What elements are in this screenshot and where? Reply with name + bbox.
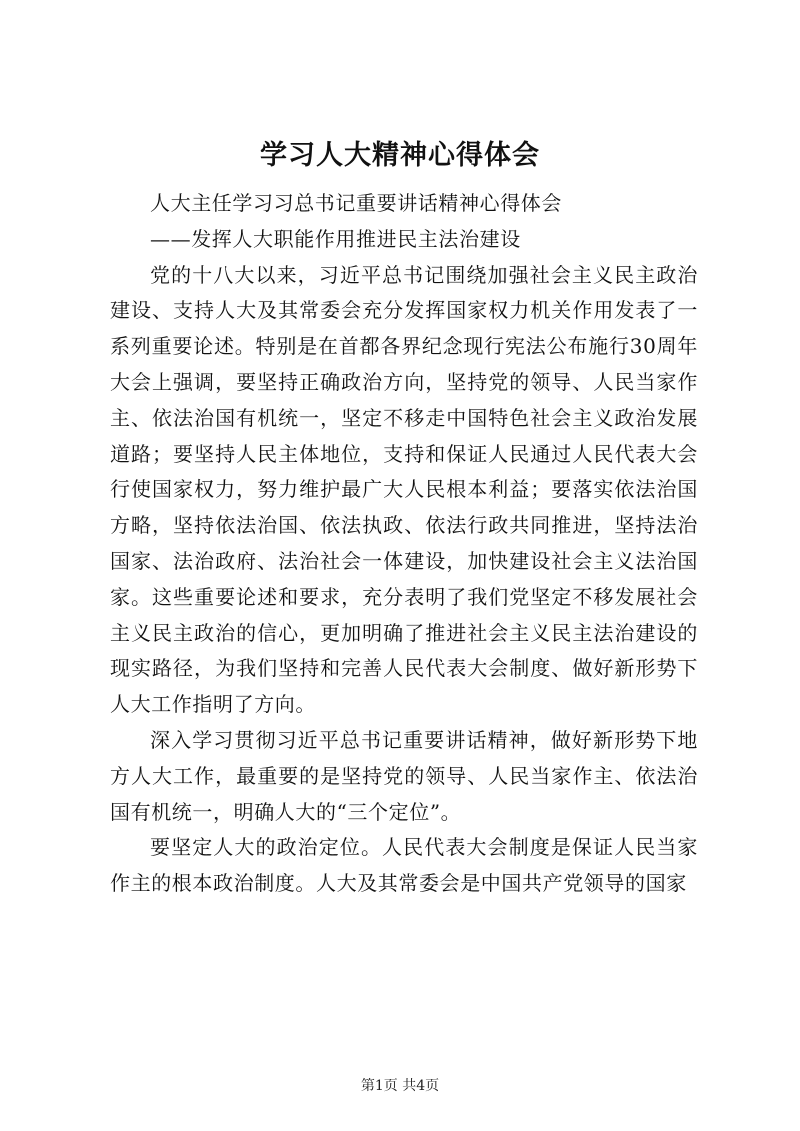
page-footer: 第1页 共4页 [360, 1078, 440, 1094]
body-paragraph: 党的十八大以来，习近平总书记围绕加强社会主义民主政治建设、支持人大及其常委会充分发挥国家权力机关作用发表了一系列重要论述。特别是在首都各界纪念现行宪法公布施行30周年大会上强调，要坚持正确政治方向，坚持党的领导、人民当家作主、依法治国有机统一，坚定不移走中国特色社会主义政治发展道路；要坚持人民主体地位，支持和保证人民通过人民代表大会行使国家权力，努力维护最广大人民根本利益；要落实依法治国方略，坚持依法治国、依法执政、依法行政共同推进，坚持法治国家、法治政府、法治社会一体建设，加快建设社会主义法治国家。这些重要论述和要求，充分表明了我们党坚定不移发展社会主义民主政治的信心，更加明确了推进社会主义民主法治建设的现实路径，为我们坚持和完善人民代表大会制度、做好新形势下人大工作指明了方向。 [110, 262, 698, 717]
document-title: 学习人大精神心得体会 [260, 140, 540, 171]
subheading-paragraph: ——发挥人大职能作用推进民主法治建设 [150, 226, 521, 251]
document-body [110, 186, 698, 902]
body-paragraph: 要坚定人大的政治定位。人民代表大会制度是保证人民当家作主的根本政治制度。人大及其常委会是中国共产党领导的国家 [110, 835, 698, 896]
body-paragraph: 深入学习贯彻习近平总书记重要讲话精神，做好新形势下地方人大工作，最重要的是坚持党的领导、人民当家作主、依法治国有机统一，明确人大的“三个定位”。 [110, 727, 698, 824]
subtitle-paragraph: 人大主任学习习总书记重要讲话精神心得体会 [150, 191, 562, 215]
